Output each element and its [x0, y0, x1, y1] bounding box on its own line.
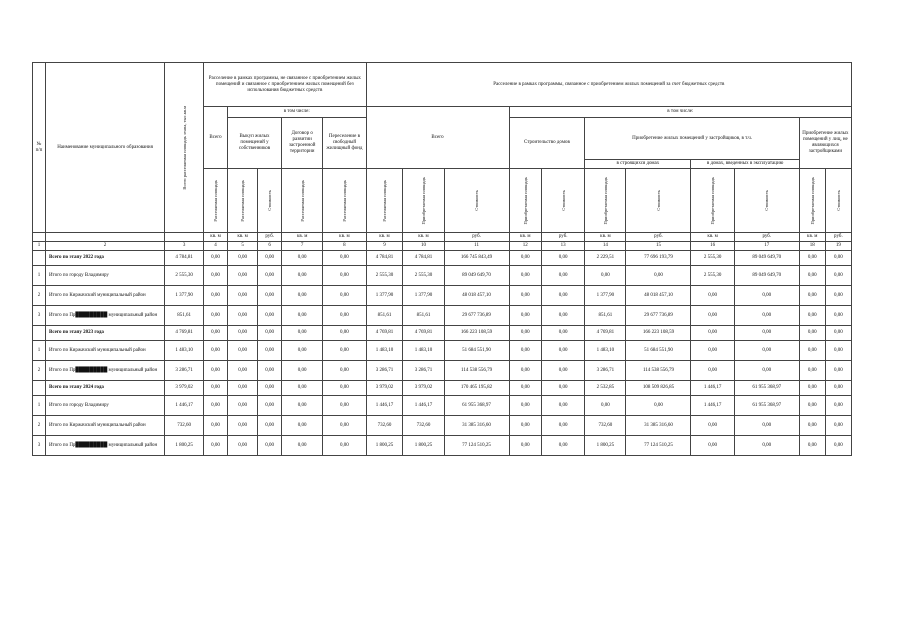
value-cell: 0,00: [323, 306, 366, 326]
value-cell: 0,00: [323, 341, 366, 361]
value-cell: 166 223 108,59: [444, 326, 509, 341]
municipality-name-cell: Итого по Пр█████████ муниципальный район: [45, 436, 164, 456]
sub-header: Расселяемая площадь: [204, 169, 228, 233]
value-cell: 0,00: [542, 286, 585, 306]
value-cell: 0,00: [542, 306, 585, 326]
value-cell: 2 555,30: [691, 266, 734, 286]
value-cell: 1 377,90: [366, 286, 403, 306]
value-cell: 51 684 551,90: [626, 341, 691, 361]
value-cell: 0,00: [204, 251, 228, 266]
value-cell: 48 018 457,10: [626, 286, 691, 306]
value-cell: 0,00: [323, 436, 366, 456]
value-cell: 0,00: [282, 381, 323, 396]
value-cell: 1 377,90: [165, 286, 204, 306]
value-cell: 0,00: [691, 361, 734, 381]
sub-header: Расселяемая площадь: [366, 169, 403, 233]
value-cell: 1 446,17: [366, 396, 403, 416]
value-cell: 0,00: [542, 326, 585, 341]
table-row: [33, 396, 852, 416]
municipality-name-cell: Итого по Киржачский муниципальный район: [45, 341, 164, 361]
value-cell: 4 784,81: [165, 251, 204, 266]
value-cell: 0,00: [227, 416, 257, 436]
incl2-header: в том числе:: [509, 107, 851, 118]
value-cell: 4 769,81: [585, 326, 626, 341]
unit-cell: кв. м: [204, 233, 228, 242]
value-cell: 1 446,17: [691, 396, 734, 416]
unit-cell: руб.: [626, 233, 691, 242]
value-cell: 732,60: [165, 416, 204, 436]
value-cell: 1 800,25: [165, 436, 204, 456]
row-number-cell: 1: [33, 341, 46, 361]
value-cell: 0,00: [542, 251, 585, 266]
value-cell: 0,00: [509, 341, 541, 361]
table-row: [33, 286, 852, 306]
column-number-cell: 13: [542, 242, 585, 251]
group-nobudget-header: Расселение в рамках программы, не связанное с приобретением жилых помещений и связанное с приобретением жилых помещений без использования бюджетных средств: [204, 63, 366, 107]
value-cell: 1 446,17: [165, 396, 204, 416]
value-cell: 0,00: [258, 306, 282, 326]
row-number-cell: [33, 326, 46, 341]
value-cell: 114 538 556,79: [444, 361, 509, 381]
value-cell: 114 538 556,79: [626, 361, 691, 381]
incl-header: в том числе:: [227, 107, 366, 118]
unit-cell: руб.: [444, 233, 509, 242]
value-cell: 0,00: [691, 416, 734, 436]
value-cell: 0,00: [204, 416, 228, 436]
row-number-cell: 3: [33, 436, 46, 456]
value-cell: 0,00: [227, 381, 257, 396]
contract-header: Договор о развитии застроенной территории: [282, 118, 323, 169]
column-number-cell: 15: [626, 242, 691, 251]
column-number-cell: 5: [227, 242, 257, 251]
value-cell: 2 532,85: [585, 381, 626, 396]
value-cell: 4 769,81: [366, 326, 403, 341]
value-cell: 3 979,02: [366, 381, 403, 396]
value-cell: 0,00: [282, 266, 323, 286]
sub-header: Расселяемая площадь: [227, 169, 257, 233]
table-row: [33, 361, 852, 381]
row-number-cell: 3: [33, 306, 46, 326]
col-total-area-text: Всего расселяемая площадь этапа, тыс.кв.м: [181, 105, 187, 190]
value-cell: 0,00: [825, 286, 851, 306]
table-row: [33, 266, 852, 286]
value-cell: 0,00: [734, 306, 799, 326]
value-cell: 2 229,51: [585, 251, 626, 266]
value-cell: 0,00: [204, 361, 228, 381]
value-cell: 77 124 510,25: [626, 436, 691, 456]
sub-header: Расселяемая площадь: [282, 169, 323, 233]
value-cell: 0,00: [825, 436, 851, 456]
value-cell: 0,00: [825, 266, 851, 286]
row-number-cell: 2: [33, 416, 46, 436]
resettlement-table: [32, 62, 852, 456]
value-cell: 0,00: [626, 396, 691, 416]
unit-cell: руб.: [542, 233, 585, 242]
unit-cell: кв. м: [227, 233, 257, 242]
column-number-cell: 6: [258, 242, 282, 251]
col-total-area-header: [165, 63, 204, 233]
value-cell: 166 745 843,49: [444, 251, 509, 266]
value-cell: 108 509 826,85: [626, 381, 691, 396]
value-cell: 851,61: [165, 306, 204, 326]
value-cell: 0,00: [799, 381, 825, 396]
value-cell: 0,00: [204, 396, 228, 416]
sub-header: Стоимость: [444, 169, 509, 233]
value-cell: 0,00: [282, 286, 323, 306]
sub-header: Приобретаемая площадь: [403, 169, 444, 233]
unit-cell: [33, 233, 46, 242]
acq-individuals-header: Приобретение жилых помещений у лиц, не являющихся застройщиками: [799, 118, 851, 169]
value-cell: 0,00: [282, 326, 323, 341]
value-cell: 0,00: [509, 436, 541, 456]
value-cell: 0,00: [509, 306, 541, 326]
value-cell: 0,00: [258, 416, 282, 436]
value-cell: 0,00: [691, 306, 734, 326]
table-row: [33, 341, 852, 361]
value-cell: 1 800,25: [403, 436, 444, 456]
column-number-cell: 11: [444, 242, 509, 251]
total2-header: Всего: [366, 107, 509, 169]
value-cell: 89 049 649,70: [734, 251, 799, 266]
value-cell: 61 955 368,97: [444, 396, 509, 416]
column-number-cell: 16: [691, 242, 734, 251]
municipality-name-cell: Итого по Киржачский муниципальный район: [45, 416, 164, 436]
value-cell: 29 677 736,89: [626, 306, 691, 326]
value-cell: 48 018 457,10: [444, 286, 509, 306]
value-cell: 31 385 316,60: [626, 416, 691, 436]
in-building-header: в строящихся домах: [585, 160, 691, 169]
value-cell: 0,00: [227, 341, 257, 361]
value-cell: 0,00: [282, 251, 323, 266]
value-cell: 1 483,10: [165, 341, 204, 361]
value-cell: 851,61: [585, 306, 626, 326]
value-cell: 3 979,02: [403, 381, 444, 396]
value-cell: 0,00: [542, 436, 585, 456]
column-number-cell: 9: [366, 242, 403, 251]
column-number-cell: 1: [33, 242, 46, 251]
col-name-header: Наименование муниципального образования: [45, 63, 164, 233]
value-cell: 0,00: [734, 326, 799, 341]
value-cell: 0,00: [227, 326, 257, 341]
value-cell: 0,00: [323, 381, 366, 396]
value-cell: 0,00: [282, 306, 323, 326]
value-cell: 0,00: [227, 361, 257, 381]
column-number-cell: 14: [585, 242, 626, 251]
value-cell: 0,00: [691, 326, 734, 341]
value-cell: 4 769,81: [165, 326, 204, 341]
municipality-name-cell: Итого по городу Владимиру: [45, 396, 164, 416]
value-cell: 4 769,81: [403, 326, 444, 341]
value-cell: 1 483,10: [585, 341, 626, 361]
value-cell: 0,00: [258, 381, 282, 396]
column-number-cell: 2: [45, 242, 164, 251]
value-cell: 0,00: [799, 326, 825, 341]
table-row: [33, 416, 852, 436]
value-cell: 1 483,10: [366, 341, 403, 361]
unit-cell: кв. м: [403, 233, 444, 242]
value-cell: 1 446,17: [691, 381, 734, 396]
value-cell: 0,00: [282, 361, 323, 381]
column-numbers-row: [33, 242, 852, 251]
col-no-header: № п/п: [33, 63, 46, 233]
value-cell: 0,00: [825, 361, 851, 381]
value-cell: 0,00: [542, 266, 585, 286]
unit-cell: кв. м: [509, 233, 541, 242]
unit-cell: руб.: [734, 233, 799, 242]
municipality-name-cell: Итого по Киржачский муниципальный район: [45, 286, 164, 306]
value-cell: 0,00: [734, 341, 799, 361]
value-cell: 2 555,30: [366, 266, 403, 286]
value-cell: 3 286,71: [165, 361, 204, 381]
sub-header: Приобретаемая площадь: [509, 169, 541, 233]
sub-header: Приобретаемая площадь: [585, 169, 626, 233]
municipality-name-cell: Итого по городу Владимиру: [45, 266, 164, 286]
value-cell: 732,60: [403, 416, 444, 436]
value-cell: 51 684 551,90: [444, 341, 509, 361]
construction-header: Строительство домов: [509, 118, 585, 169]
column-number-cell: 7: [282, 242, 323, 251]
unit-cell: кв. м: [282, 233, 323, 242]
column-number-cell: 18: [799, 242, 825, 251]
value-cell: 0,00: [825, 341, 851, 361]
value-cell: 0,00: [258, 326, 282, 341]
value-cell: 0,00: [542, 381, 585, 396]
value-cell: 0,00: [227, 436, 257, 456]
value-cell: 0,00: [691, 341, 734, 361]
value-cell: 0,00: [204, 306, 228, 326]
value-cell: 0,00: [323, 396, 366, 416]
value-cell: 0,00: [799, 416, 825, 436]
value-cell: 89 049 649,70: [444, 266, 509, 286]
row-number-cell: 2: [33, 286, 46, 306]
value-cell: 0,00: [542, 361, 585, 381]
value-cell: 0,00: [799, 266, 825, 286]
row-number-cell: 2: [33, 361, 46, 381]
value-cell: 0,00: [799, 286, 825, 306]
column-number-cell: 19: [825, 242, 851, 251]
sub-header: Стоимость: [626, 169, 691, 233]
value-cell: 0,00: [323, 326, 366, 341]
value-cell: 3 286,71: [585, 361, 626, 381]
value-cell: 0,00: [825, 396, 851, 416]
value-cell: 0,00: [825, 251, 851, 266]
unit-cell: кв. м: [585, 233, 626, 242]
value-cell: 0,00: [799, 251, 825, 266]
value-cell: 166 223 108,59: [626, 326, 691, 341]
value-cell: 0,00: [825, 326, 851, 341]
unit-cell: [165, 233, 204, 242]
unit-cell: кв. м: [366, 233, 403, 242]
sub-header: Стоимость: [542, 169, 585, 233]
value-cell: 0,00: [509, 286, 541, 306]
value-cell: 0,00: [323, 251, 366, 266]
value-cell: 2 555,30: [403, 266, 444, 286]
value-cell: 0,00: [799, 361, 825, 381]
value-cell: 0,00: [691, 286, 734, 306]
value-cell: 0,00: [204, 286, 228, 306]
value-cell: 0,00: [204, 381, 228, 396]
group-budget-header: Расселение в рамках программы, связанное с приобретением жилых помещений за счет бюджетных средств: [366, 63, 851, 107]
value-cell: 0,00: [227, 396, 257, 416]
value-cell: 0,00: [227, 251, 257, 266]
unit-cell: [45, 233, 164, 242]
value-cell: 1 800,25: [366, 436, 403, 456]
value-cell: 0,00: [799, 436, 825, 456]
value-cell: 0,00: [691, 436, 734, 456]
row-number-cell: 1: [33, 266, 46, 286]
value-cell: 0,00: [542, 396, 585, 416]
column-number-cell: 10: [403, 242, 444, 251]
value-cell: 29 677 736,89: [444, 306, 509, 326]
value-cell: 0,00: [542, 341, 585, 361]
row-number-cell: 1: [33, 396, 46, 416]
stage-total-row: [33, 251, 852, 266]
value-cell: 0,00: [204, 266, 228, 286]
value-cell: 0,00: [734, 416, 799, 436]
value-cell: 0,00: [509, 361, 541, 381]
value-cell: 0,00: [734, 361, 799, 381]
column-number-cell: 17: [734, 242, 799, 251]
sub-header: Расселяемая площадь: [323, 169, 366, 233]
value-cell: 0,00: [204, 436, 228, 456]
value-cell: 0,00: [258, 361, 282, 381]
value-cell: 77 124 510,25: [444, 436, 509, 456]
value-cell: 77 696 193,79: [626, 251, 691, 266]
value-cell: 0,00: [825, 381, 851, 396]
column-number-cell: 8: [323, 242, 366, 251]
value-cell: 3 979,02: [165, 381, 204, 396]
sub-header: Приобретаемая площадь: [799, 169, 825, 233]
value-cell: 0,00: [282, 436, 323, 456]
stage-total-row: [33, 326, 852, 341]
municipality-name-cell: Итого по Пр█████████ муниципальный район: [45, 306, 164, 326]
unit-cell: руб.: [825, 233, 851, 242]
sub-header: Стоимость: [734, 169, 799, 233]
value-cell: 0,00: [204, 326, 228, 341]
value-cell: 0,00: [323, 361, 366, 381]
value-cell: 0,00: [799, 341, 825, 361]
row-number-cell: [33, 381, 46, 396]
column-number-cell: 3: [165, 242, 204, 251]
value-cell: 0,00: [509, 396, 541, 416]
table-row: [33, 306, 852, 326]
value-cell: 1 800,25: [585, 436, 626, 456]
value-cell: 0,00: [509, 416, 541, 436]
in-commissioned-header: в домах, введенных в эксплуатацию: [691, 160, 799, 169]
value-cell: 0,00: [542, 416, 585, 436]
value-cell: 0,00: [282, 416, 323, 436]
buyout-header: Выкуп жилых помещений у собственников: [227, 118, 281, 169]
value-cell: 0,00: [585, 266, 626, 286]
value-cell: 1 446,17: [403, 396, 444, 416]
value-cell: 3 286,71: [403, 361, 444, 381]
value-cell: 0,00: [227, 266, 257, 286]
municipality-name-cell: Всего по этапу 2022 года: [45, 251, 164, 266]
municipality-name-cell: Всего по этапу 2023 года: [45, 326, 164, 341]
stage-total-row: [33, 381, 852, 396]
value-cell: 851,61: [366, 306, 403, 326]
value-cell: 1 377,90: [403, 286, 444, 306]
value-cell: 2 555,30: [165, 266, 204, 286]
value-cell: 732,60: [366, 416, 403, 436]
value-cell: 0,00: [734, 286, 799, 306]
value-cell: 0,00: [585, 396, 626, 416]
sub-header: Стоимость: [258, 169, 282, 233]
value-cell: 1 377,90: [585, 286, 626, 306]
value-cell: 0,00: [258, 266, 282, 286]
unit-cell: кв. м: [799, 233, 825, 242]
value-cell: 0,00: [258, 436, 282, 456]
value-cell: 0,00: [323, 286, 366, 306]
value-cell: 732,60: [585, 416, 626, 436]
column-number-cell: 12: [509, 242, 541, 251]
value-cell: 3 286,71: [366, 361, 403, 381]
value-cell: 1 483,10: [403, 341, 444, 361]
value-cell: 61 955 368,97: [734, 396, 799, 416]
value-cell: 0,00: [799, 306, 825, 326]
sub-header: Стоимость: [825, 169, 851, 233]
value-cell: 0,00: [282, 396, 323, 416]
total-header: Всего: [204, 107, 228, 169]
row-number-cell: [33, 251, 46, 266]
value-cell: 0,00: [258, 286, 282, 306]
value-cell: 0,00: [825, 306, 851, 326]
unit-cell: руб.: [258, 233, 282, 242]
value-cell: 0,00: [258, 341, 282, 361]
value-cell: 0,00: [509, 266, 541, 286]
value-cell: 0,00: [258, 251, 282, 266]
value-cell: 2 555,30: [691, 251, 734, 266]
sub-header: Приобретаемая площадь: [691, 169, 734, 233]
value-cell: 0,00: [509, 381, 541, 396]
value-cell: 0,00: [509, 326, 541, 341]
resettle-header: Переселение в свободный жилищный фонд: [323, 118, 366, 169]
value-cell: 0,00: [282, 341, 323, 361]
value-cell: 851,61: [403, 306, 444, 326]
value-cell: 89 049 649,70: [734, 266, 799, 286]
value-cell: 170 465 195,82: [444, 381, 509, 396]
value-cell: 4 784,81: [403, 251, 444, 266]
value-cell: 0,00: [825, 416, 851, 436]
value-cell: 4 784,81: [366, 251, 403, 266]
value-cell: 61 955 368,97: [734, 381, 799, 396]
unit-cell: кв. м: [691, 233, 734, 242]
municipality-name-cell: Итого по Пр█████████ муниципальный район: [45, 361, 164, 381]
value-cell: 0,00: [323, 266, 366, 286]
table-row: [33, 436, 852, 456]
column-number-cell: 4: [204, 242, 228, 251]
municipality-name-cell: Всего по этапу 2024 года: [45, 381, 164, 396]
value-cell: 0,00: [204, 341, 228, 361]
value-cell: 31 385 316,60: [444, 416, 509, 436]
value-cell: 0,00: [509, 251, 541, 266]
value-cell: 0,00: [799, 396, 825, 416]
value-cell: 0,00: [258, 396, 282, 416]
units-row: [33, 233, 852, 242]
value-cell: 0,00: [323, 416, 366, 436]
value-cell: 0,00: [227, 286, 257, 306]
unit-cell: кв. м: [323, 233, 366, 242]
value-cell: 0,00: [227, 306, 257, 326]
acquisition-header: Приобретение жилых помещений у застройщиков, в т.ч.: [585, 118, 799, 160]
value-cell: 0,00: [734, 436, 799, 456]
value-cell: 0,00: [626, 266, 691, 286]
